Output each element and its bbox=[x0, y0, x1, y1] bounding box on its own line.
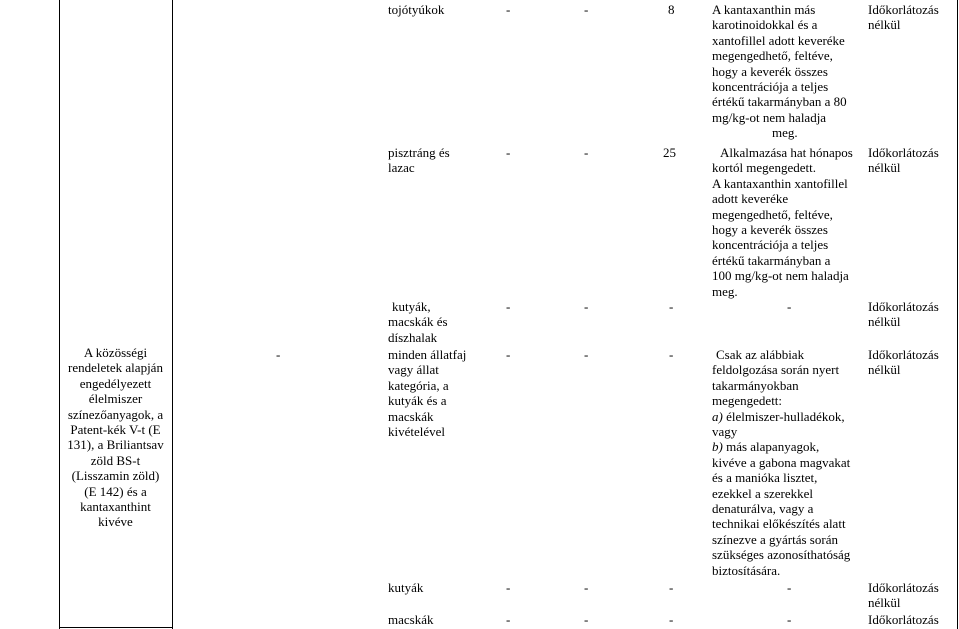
value-cell: - bbox=[787, 580, 792, 595]
note-line: kivéve bbox=[98, 514, 133, 530]
species-line: kivételével bbox=[388, 424, 446, 440]
time-limit-cell bbox=[868, 145, 939, 176]
value-cell: - bbox=[669, 580, 674, 595]
time-line: Időkorlátozás bbox=[868, 612, 939, 627]
time-line: nélkül bbox=[868, 17, 901, 33]
species-line: kutyák és a bbox=[388, 393, 447, 409]
value-cell: - bbox=[669, 347, 674, 362]
notes-line: a) élelmiszer-hulladékok, bbox=[712, 408, 845, 424]
notes-line: A kantaxanthin xantofillel bbox=[712, 175, 848, 191]
time-line: nélkül bbox=[868, 314, 901, 330]
notes-line: takarmányokban bbox=[712, 377, 799, 393]
notes-line: xantofillel adott keveréke bbox=[712, 32, 845, 48]
notes-line: megengedhető, feltéve, bbox=[712, 48, 833, 64]
species-line: díszhalak bbox=[388, 329, 438, 345]
notes-line: kivéve a gabona magvakat bbox=[712, 454, 851, 470]
species-line: pisztráng és bbox=[388, 145, 450, 160]
notes-line: hogy a keverék összes bbox=[712, 63, 828, 79]
species-line: tojótyúkok bbox=[388, 2, 445, 17]
note-line: rendeletek alapján bbox=[68, 360, 163, 376]
notes-line: színezve a gyártás során bbox=[712, 531, 838, 547]
time-line: nélkül bbox=[868, 160, 901, 176]
value-cell: 8 bbox=[668, 2, 675, 17]
value-cell: - bbox=[506, 2, 511, 17]
time-line: nélkül bbox=[868, 362, 901, 378]
notes-line: koncentrációja a teljes bbox=[712, 237, 829, 253]
value-cell: - bbox=[506, 347, 511, 362]
grid-line bbox=[59, 627, 172, 628]
time-line: Időkorlátozás bbox=[868, 347, 939, 362]
note-line: 131), a Briliantsav bbox=[67, 437, 164, 453]
value-cell: - bbox=[506, 145, 511, 160]
time-line: Időkorlátozás bbox=[868, 145, 939, 160]
value-cell: - bbox=[506, 580, 511, 595]
notes-line: meg. bbox=[772, 125, 798, 141]
notes-line: megengedhető, feltéve, bbox=[712, 206, 833, 222]
species-line: macskák bbox=[388, 408, 434, 424]
notes-line: Alkalmazása hat hónapos bbox=[720, 145, 853, 160]
notes-line: technikai előkészítés alatt bbox=[712, 516, 846, 532]
time-limit-cell bbox=[868, 2, 939, 33]
time-line: Időkorlátozás bbox=[868, 2, 939, 17]
note-line: színezőanyagok, a bbox=[67, 406, 164, 422]
notes-line: értékű takarmányban a 80 bbox=[712, 94, 847, 110]
notes-line: karotinoidokkal és a bbox=[712, 17, 818, 33]
species-line: macskák bbox=[388, 612, 434, 627]
species-line: kategória, a bbox=[388, 377, 449, 393]
value-cell: 25 bbox=[663, 145, 676, 160]
value-cell: - bbox=[584, 580, 589, 595]
notes-line: adott keveréke bbox=[712, 191, 789, 207]
time-limit-cell bbox=[868, 299, 939, 330]
notes-line: Csak az alábbiak bbox=[716, 347, 805, 362]
notes-line: kortól megengedett. bbox=[712, 160, 816, 176]
notes-line: denaturálva, vagy a bbox=[712, 501, 814, 517]
species-line: vagy állat bbox=[388, 362, 439, 378]
notes-line: koncentrációja a teljes bbox=[712, 79, 829, 95]
value-cell: - bbox=[584, 299, 589, 314]
note-line: kantaxanthint bbox=[80, 499, 151, 515]
notes-line: vagy bbox=[712, 424, 738, 440]
notes-line: feldolgozása során nyert bbox=[712, 362, 840, 378]
value-cell: - bbox=[669, 299, 674, 314]
value-cell: - bbox=[506, 612, 511, 627]
grid-line bbox=[59, 0, 60, 629]
notes-line: meg. bbox=[712, 283, 738, 299]
species-line: lazac bbox=[388, 160, 415, 176]
notes-line: és a manióka lisztet, bbox=[712, 470, 818, 486]
value-cell: - bbox=[584, 2, 589, 17]
excluded-colorants-note bbox=[59, 345, 172, 530]
notes-cell bbox=[712, 2, 847, 141]
notes-line: A kantaxanthin más bbox=[712, 2, 816, 17]
notes-line: értékű takarmányban a bbox=[712, 252, 831, 268]
notes-line: biztosítására. bbox=[712, 562, 781, 578]
value-cell: - bbox=[669, 612, 674, 627]
species-line: minden állatfaj bbox=[388, 347, 467, 362]
species-cell bbox=[388, 2, 444, 17]
species-cell bbox=[388, 347, 466, 439]
time-limit-cell bbox=[868, 612, 939, 627]
time-line: Időkorlátozás bbox=[868, 580, 939, 595]
note-line: élelmiszer bbox=[88, 391, 143, 407]
value-cell: - bbox=[787, 299, 792, 314]
notes-line: szükséges azonosíthatóság bbox=[712, 547, 851, 563]
note-line: zöld BS-t bbox=[90, 452, 141, 468]
notes-cell bbox=[712, 145, 853, 299]
value-cell: - bbox=[584, 145, 589, 160]
notes-line: megengedett: bbox=[712, 393, 783, 409]
species-line: kutyák, bbox=[392, 299, 431, 314]
species-line: macskák és bbox=[388, 314, 448, 330]
time-limit-cell bbox=[868, 347, 939, 378]
species-cell bbox=[388, 580, 423, 595]
value-cell: - bbox=[584, 612, 589, 627]
time-line: Időkorlátozás bbox=[868, 299, 939, 314]
notes-line: b) más alapanyagok, bbox=[712, 439, 820, 455]
value-cell: - bbox=[506, 299, 511, 314]
grid-line bbox=[957, 0, 958, 629]
species-line: kutyák bbox=[388, 580, 424, 595]
value-cell: - bbox=[584, 347, 589, 362]
note-line: A közösségi bbox=[83, 345, 148, 360]
grid-line bbox=[172, 0, 173, 629]
column-dash: - bbox=[276, 347, 281, 362]
notes-line: mg/kg-ot nem haladja bbox=[712, 109, 827, 125]
note-line: (Lisszamin zöld) bbox=[71, 468, 160, 484]
value-cell: - bbox=[787, 612, 792, 627]
note-line: (E 142) és a bbox=[84, 483, 147, 499]
note-line: Patent-kék V-t (E bbox=[70, 422, 161, 438]
time-line: nélkül bbox=[868, 595, 901, 611]
species-cell bbox=[388, 299, 448, 345]
notes-line: ezekkel a szerekkel bbox=[712, 485, 814, 501]
time-limit-cell bbox=[868, 580, 939, 611]
notes-line: hogy a keverék összes bbox=[712, 222, 828, 238]
note-line: engedélyezett bbox=[79, 375, 152, 391]
notes-cell bbox=[712, 347, 850, 578]
species-cell bbox=[388, 145, 450, 176]
notes-line: 100 mg/kg-ot nem haladja bbox=[712, 268, 849, 284]
species-cell bbox=[388, 612, 433, 627]
